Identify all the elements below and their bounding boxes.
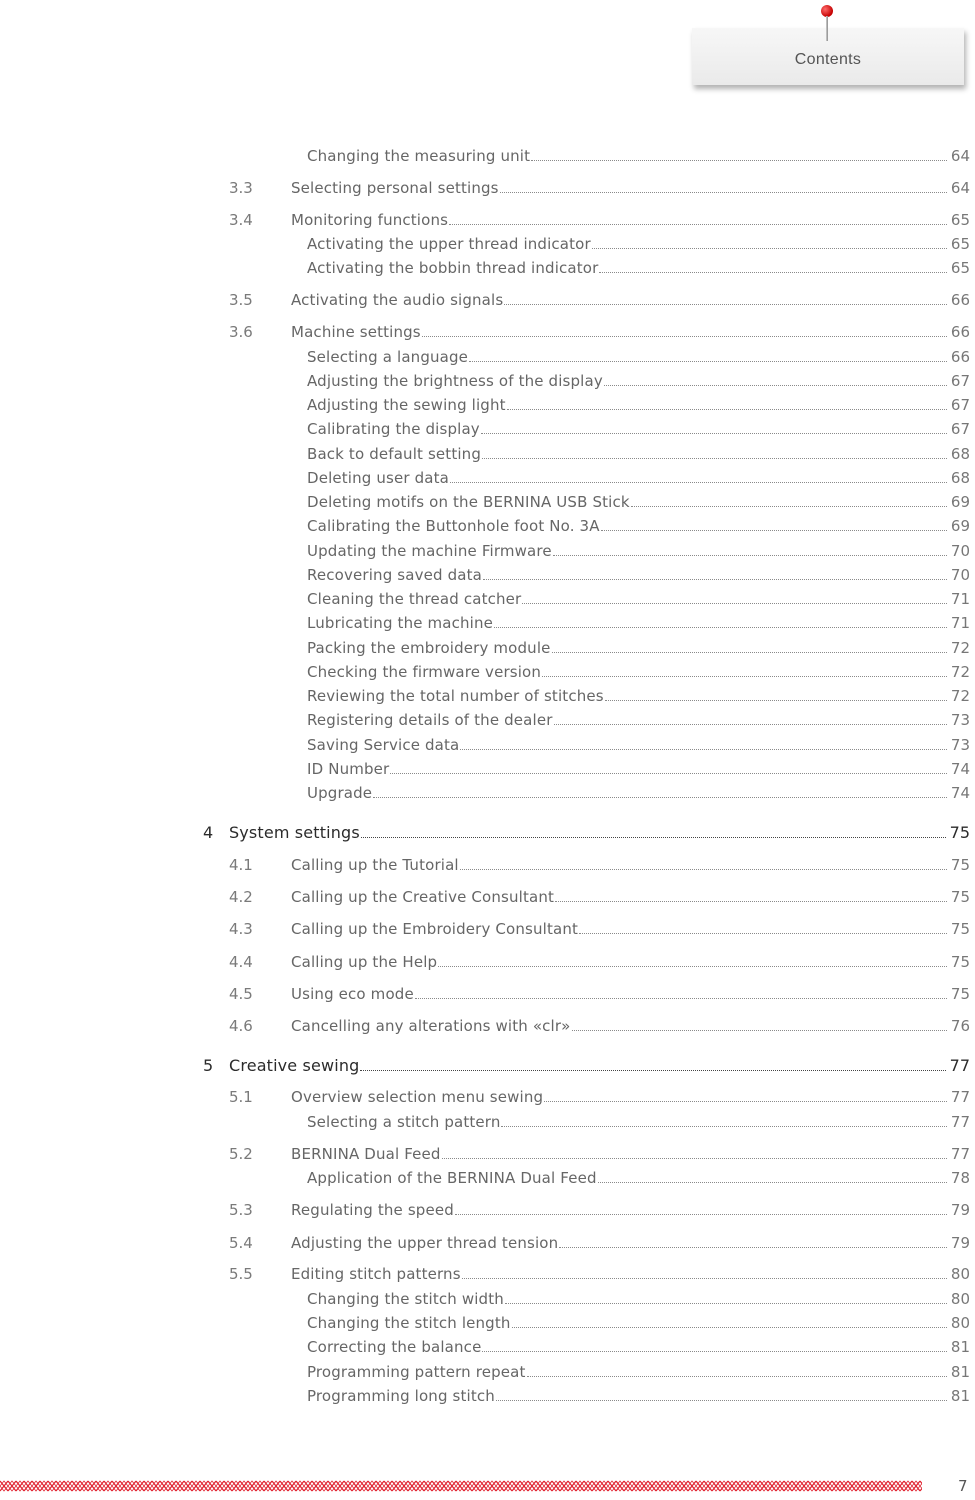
toc-subsection-entry[interactable] [0,758,970,780]
toc-entry-page: 75 [950,953,970,971]
toc-entry-number: 4.3 [229,920,253,938]
toc-dot-leader [592,248,947,249]
toc-entry-page: 75 [950,856,970,874]
toc-section-entry[interactable] [0,1143,970,1165]
toc-entry-page: 69 [950,493,970,511]
toc-entry-title: Selecting a stitch pattern [307,1113,501,1131]
toc-entry-title: Cancelling any alterations with «clr» [291,1017,571,1035]
toc-entry-number: 3.5 [229,291,253,309]
toc-section-entry[interactable] [0,1015,970,1037]
toc-dot-leader [438,966,947,967]
toc-dot-leader [469,361,947,362]
toc-entry-title: Changing the measuring unit [307,147,531,165]
toc-entry-title: Calibrating the Buttonhole foot No. 3A [307,517,600,535]
toc-entry-page: 80 [950,1265,970,1283]
toc-entry-title: Regulating the speed [291,1201,454,1219]
toc-entry-title: Editing stitch patterns [291,1265,461,1283]
toc-entry-page: 74 [950,784,970,802]
toc-subsection-entry[interactable] [0,1385,970,1407]
toc-dot-leader [531,160,947,161]
toc-entry-page: 72 [950,639,970,657]
toc-entry-title: Back to default setting [307,445,482,463]
toc-entry-page: 65 [950,235,970,253]
toc-entry-title: Deleting motifs on the BERNINA USB Stick [307,493,630,511]
toc-entry-page: 66 [950,323,970,341]
toc-subsection-entry[interactable] [0,637,970,659]
toc-entry-number: 4.5 [229,985,253,1003]
toc-entry-number: 4.6 [229,1017,253,1035]
toc-entry-title: Activating the upper thread indicator [307,235,591,253]
toc-entry-page: 68 [950,445,970,463]
toc-entry-number: 3.6 [229,323,253,341]
toc-dot-leader [482,458,947,459]
toc-section-entry[interactable] [0,1263,970,1285]
toc-entry-page: 70 [950,542,970,560]
toc-entry-page: 70 [950,566,970,584]
toc-dot-leader [605,700,947,701]
toc-entry-page: 65 [950,211,970,229]
toc-entry-title: Adjusting the sewing light [307,396,506,414]
toc-subsection-entry[interactable] [0,1312,970,1334]
toc-section-entry[interactable] [0,886,970,908]
toc-entry-page: 77 [949,1056,970,1075]
toc-dot-leader [555,901,947,902]
toc-entry-title: Overview selection menu sewing [291,1088,544,1106]
toc-entry-title: Programming pattern repeat [307,1363,526,1381]
toc-dot-leader [481,433,947,434]
toc-entry-title: Application of the BERNINA Dual Feed [307,1169,597,1187]
toc-dot-leader [462,1278,947,1279]
toc-entry-page: 81 [950,1387,970,1405]
toc-entry-page: 64 [950,147,970,165]
toc-section-entry[interactable] [0,1086,970,1108]
toc-subsection-entry[interactable] [0,443,970,465]
toc-entry-title: Adjusting the upper thread tension [291,1234,559,1252]
toc-entry-page: 75 [950,985,970,1003]
toc-subsection-entry[interactable] [0,709,970,731]
toc-dot-leader [455,1214,947,1215]
toc-dot-leader [496,1400,947,1401]
toc-entry-page: 79 [950,1234,970,1252]
toc-entry-title: ID Number [307,760,390,778]
toc-entry-page: 65 [950,259,970,277]
toc-section-entry[interactable] [0,321,970,343]
toc-dot-leader [599,272,946,273]
toc-entry-page: 67 [950,372,970,390]
toc-entry-title: Calling up the Help [291,953,438,971]
toc-entry-title: Correcting the balance [307,1338,482,1356]
toc-entry-page: 75 [950,920,970,938]
toc-subsection-entry[interactable] [0,540,970,562]
toc-subsection-entry[interactable] [0,515,970,537]
toc-subsection-entry[interactable] [0,257,970,279]
toc-subsection-entry[interactable] [0,1361,970,1383]
toc-subsection-entry[interactable] [0,370,970,392]
toc-dot-leader [449,224,947,225]
toc-entry-title: Activating the bobbin thread indicator [307,259,599,277]
toc-entry-page: 72 [950,687,970,705]
toc-dot-leader [604,385,947,386]
toc-entry-title: Changing the stitch length [307,1314,511,1332]
toc-entry-title: System settings [229,823,360,842]
contents-tab-label: Contents [794,51,862,68]
toc-entry-number: 5.3 [229,1201,253,1219]
toc-dot-leader [579,933,947,934]
toc-section-entry[interactable] [0,918,970,940]
toc-entry-page: 74 [950,760,970,778]
toc-subsection-entry[interactable] [0,418,970,440]
toc-entry-page: 66 [950,291,970,309]
toc-dot-leader [360,1070,945,1071]
toc-entry-page: 67 [950,396,970,414]
toc-dot-leader [572,1030,947,1031]
toc-section-entry[interactable] [0,289,970,311]
toc-subsection-entry[interactable] [0,1167,970,1189]
toc-dot-leader [361,837,946,838]
toc-subsection-entry[interactable] [0,467,970,489]
toc-subsection-entry[interactable] [0,588,970,610]
toc-entry-page: 77 [950,1088,970,1106]
toc-dot-leader [527,1376,947,1377]
toc-section-entry[interactable] [0,177,970,199]
toc-entry-page: 79 [950,1201,970,1219]
toc-subsection-entry[interactable] [0,661,970,683]
toc-dot-leader [460,869,947,870]
toc-dot-leader [483,579,947,580]
toc-entry-number: 5.2 [229,1145,253,1163]
pushpin-icon [820,5,834,41]
toc-entry-title: Activating the audio signals [291,291,504,309]
toc-dot-leader [512,1327,947,1328]
toc-entry-number: 5.1 [229,1088,253,1106]
toc-dot-leader [553,555,947,556]
toc-entry-number: 5.4 [229,1234,253,1252]
toc-dot-leader [507,409,947,410]
toc-section-entry[interactable] [0,1232,970,1254]
toc-entry-page: 77 [950,1113,970,1131]
toc-subsection-entry[interactable] [0,233,970,255]
toc-entry-title: Registering details of the dealer [307,711,553,729]
toc-entry-title: Deleting user data [307,469,449,487]
toc-dot-leader [598,1182,947,1183]
toc-dot-leader [450,482,947,483]
toc-entry-page: 78 [950,1169,970,1187]
toc-subsection-entry[interactable] [0,394,970,416]
toc-subsection-entry[interactable] [0,685,970,707]
toc-entry-title: Updating the machine Firmware [307,542,552,560]
toc-entry-page: 72 [950,663,970,681]
toc-dot-leader [390,773,947,774]
toc-entry-title: Selecting personal settings [291,179,499,197]
toc-entry-title: Cleaning the thread catcher [307,590,522,608]
toc-entry-page: 81 [950,1338,970,1356]
toc-chapter-entry[interactable] [0,822,970,844]
toc-entry-title: Adjusting the brightness of the display [307,372,603,390]
toc-entry-title: Upgrade [307,784,373,802]
toc-entry-page: 71 [950,614,970,632]
toc-dot-leader [373,797,947,798]
toc-subsection-entry[interactable] [0,1288,970,1310]
toc-entry-page: 69 [950,517,970,535]
toc-dot-leader [542,676,947,677]
toc-dot-leader [504,304,947,305]
toc-entry-page: 75 [949,823,970,842]
toc-entry-page: 73 [950,736,970,754]
toc-entry-title: Programming long stitch [307,1387,495,1405]
toc-subsection-entry[interactable] [0,1336,970,1358]
toc-entry-page: 80 [950,1314,970,1332]
toc-entry-title: Reviewing the total number of stitches [307,687,604,705]
toc-entry-page: 64 [950,179,970,197]
toc-subsection-entry[interactable] [0,491,970,513]
toc-entry-title: BERNINA Dual Feed [291,1145,441,1163]
toc-entry-number: 5.5 [229,1265,253,1283]
toc-dot-leader [505,1303,947,1304]
toc-dot-leader [500,192,947,193]
toc-entry-number: 5 [203,1056,214,1075]
toc-dot-leader [494,627,947,628]
toc-dot-leader [442,1158,947,1159]
toc-entry-title: Selecting a language [307,348,469,366]
toc-entry-number: 4 [203,823,214,842]
toc-dot-leader [482,1351,946,1352]
toc-entry-number: 3.4 [229,211,253,229]
toc-chapter-entry[interactable] [0,1055,970,1077]
toc-section-entry[interactable] [0,983,970,1005]
toc-dot-leader [631,506,947,507]
toc-dot-leader [422,336,947,337]
stitch-pattern-band [0,1480,922,1492]
toc-subsection-entry[interactable] [0,145,970,167]
toc-entry-title: Calling up the Embroidery Consultant [291,920,579,938]
toc-entry-title: Calling up the Creative Consultant [291,888,555,906]
toc-section-entry[interactable] [0,854,970,876]
toc-entry-number: 4.2 [229,888,253,906]
toc-dot-leader [501,1126,946,1127]
toc-entry-page: 73 [950,711,970,729]
page-number: 7 [958,1477,968,1495]
toc-dot-leader [559,1247,947,1248]
toc-entry-page: 75 [950,888,970,906]
toc-subsection-entry[interactable] [0,734,970,756]
toc-dot-leader [601,530,947,531]
toc-entry-page: 68 [950,469,970,487]
toc-entry-title: Using eco mode [291,985,414,1003]
toc-subsection-entry[interactable] [0,564,970,586]
toc-dot-leader [554,724,947,725]
toc-entry-number: 4.4 [229,953,253,971]
toc-entry-number: 3.3 [229,179,253,197]
toc-section-entry[interactable] [0,951,970,973]
toc-subsection-entry[interactable] [0,346,970,368]
toc-dot-leader [415,998,947,999]
toc-entry-page: 80 [950,1290,970,1308]
toc-entry-title: Calling up the Tutorial [291,856,459,874]
toc-section-entry[interactable] [0,1199,970,1221]
toc-entry-page: 76 [950,1017,970,1035]
toc-subsection-entry[interactable] [0,782,970,804]
toc-entry-page: 81 [950,1363,970,1381]
toc-entry-number: 4.1 [229,856,253,874]
toc-entry-title: Creative sewing [229,1056,360,1075]
toc-entry-page: 71 [950,590,970,608]
toc-entry-title: Lubricating the machine [307,614,494,632]
toc-dot-leader [552,652,947,653]
toc-subsection-entry[interactable] [0,612,970,634]
toc-entry-title: Packing the embroidery module [307,639,551,657]
toc-section-entry[interactable] [0,209,970,231]
toc-entry-title: Saving Service data [307,736,460,754]
toc-entry-title: Checking the firmware version [307,663,542,681]
toc-entry-page: 66 [950,348,970,366]
toc-entry-title: Recovering saved data [307,566,482,584]
toc-entry-title: Changing the stitch width [307,1290,504,1308]
toc-dot-leader [544,1101,947,1102]
toc-entry-title: Calibrating the display [307,420,480,438]
toc-dot-leader [460,749,947,750]
toc-entry-title: Monitoring functions [291,211,449,229]
toc-entry-title: Machine settings [291,323,421,341]
toc-dot-leader [522,603,947,604]
toc-entry-page: 67 [950,420,970,438]
toc-subsection-entry[interactable] [0,1111,970,1133]
toc-entry-page: 77 [950,1145,970,1163]
